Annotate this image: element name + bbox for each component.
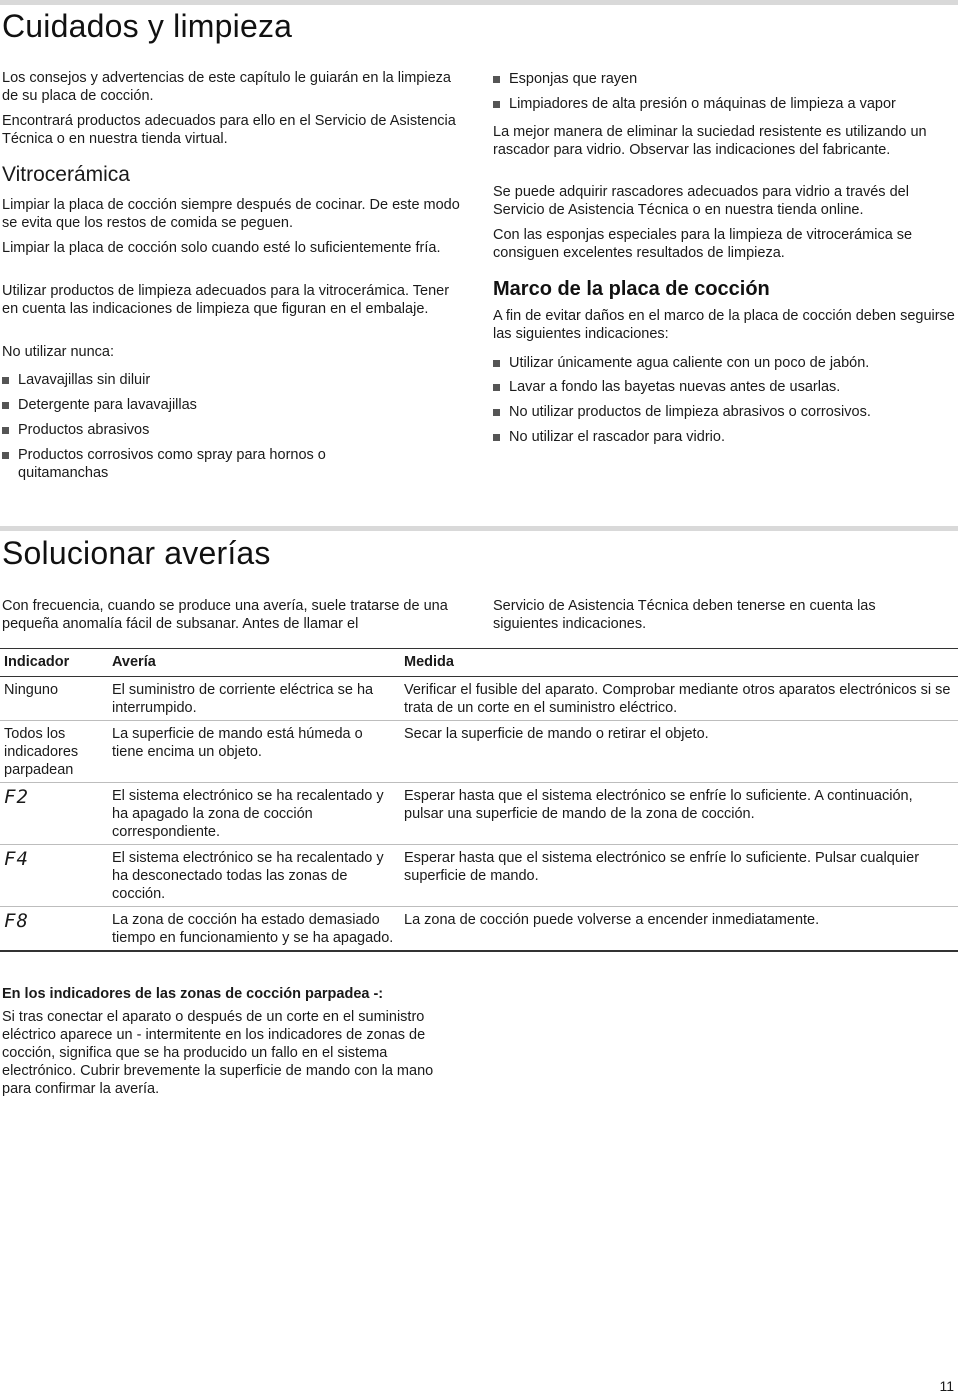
vitro-paragraph-4: No utilizar nunca: — [2, 344, 115, 360]
never-item-text: Lavavajillas sin diluir — [18, 372, 151, 388]
subsection-title-vitroceramica: Vitrocerámica — [2, 163, 130, 186]
cell-averia: La zona de cocción ha estado demasiado tiempo en funcionamiento y se ha apagado. — [108, 907, 400, 952]
segment-display-code: F8 — [4, 910, 29, 932]
never-item-text: Esponjas que rayen — [509, 71, 638, 87]
page-number: 11 — [939, 1378, 954, 1394]
bullet-square-icon — [493, 384, 500, 391]
marco-intro: A fin de evitar daños en el marco de la placa de cocción deben seguirse las siguientes indicaciones: — [493, 308, 955, 342]
cell-medida: Esperar hasta que el sistema electrónico se enfríe lo suficiente. A continuación, pulsar una superficie de mando de la zona de cocción. — [400, 783, 958, 845]
note-title: En los indicadores de las zonas de cocción parpadea -: — [2, 986, 384, 1002]
note-text: Si tras conectar el aparato o después de un corte en el suministro eléctrico aparece un - intermitente en los indicadores de zonas de cocción, significa que se ha producido un fallo en el sistema electrónico. Cubrir brevemente la superficie de mando con la mano para confirmar la avería. — [2, 1009, 434, 1097]
intro-paragraph-2: Encontrará productos adecuados para ello en el Servicio de Asistencia Técnica o en nuestra tienda virtual. — [2, 113, 456, 147]
marco-item-text: Lavar a fondo las bayetas nuevas antes de usarlas. — [509, 379, 841, 395]
table-row — [0, 783, 958, 845]
cell-medida: Secar la superficie de mando o retirar el objeto. — [400, 721, 958, 783]
vitro-paragraph-1: Limpiar la placa de cocción siempre después de cocinar. De este modo se evita que los restos de comida se peguen. — [2, 197, 460, 231]
never-item — [2, 421, 458, 439]
table-header-row — [0, 649, 958, 677]
table-row — [0, 907, 958, 952]
averias-intro-right: Servicio de Asistencia Técnica deben tenerse en cuenta las siguientes indicaciones. — [493, 598, 876, 632]
cell-indicador — [0, 783, 108, 845]
marco-item-text: Utilizar únicamente agua caliente con un poco de jabón. — [509, 355, 870, 371]
never-item-text: Productos abrasivos — [18, 422, 150, 438]
top-rule — [0, 0, 958, 5]
never-item — [493, 70, 960, 88]
averias-intro-left: Con frecuencia, cuando se produce una avería, suele tratarse de una pequeña anomalía fácil de subsanar. Antes de llamar el — [2, 598, 448, 632]
column-header-medida: Medida — [400, 649, 958, 677]
cell-averia: La superficie de mando está húmeda o tiene encima un objeto. — [108, 721, 400, 783]
column-header-averia: Avería — [108, 649, 400, 677]
cell-medida: Verificar el fusible del aparato. Comprobar mediante otros aparatos electrónicos si se trata de un corte en el suministro eléctrico. — [400, 677, 958, 721]
table-row — [0, 677, 958, 721]
segment-display-code: F4 — [4, 848, 29, 870]
marco-item — [493, 354, 960, 372]
table-row — [0, 721, 958, 783]
section-divider — [0, 526, 958, 531]
bullet-square-icon — [2, 427, 9, 434]
bullet-square-icon — [493, 360, 500, 367]
bullet-square-icon — [2, 377, 9, 384]
never-item — [2, 371, 458, 389]
table-row — [0, 845, 958, 907]
bullet-square-icon — [493, 76, 500, 83]
never-item — [493, 95, 960, 113]
segment-display-code: F2 — [4, 786, 29, 808]
marco-item — [493, 428, 960, 446]
vitro-paragraph-7: Con las esponjas especiales para la limpieza de vitrocerámica se consiguen excelentes resultados de limpieza. — [493, 227, 913, 261]
subsection-title-marco: Marco de la placa de cocción — [493, 278, 770, 300]
cell-medida: La zona de cocción puede volverse a encender inmediatamente. — [400, 907, 958, 952]
marco-item-text: No utilizar productos de limpieza abrasivos o corrosivos. — [509, 404, 871, 420]
never-item-text: Limpiadores de alta presión o máquinas de limpieza a vapor — [509, 96, 896, 112]
cell-indicador — [0, 845, 108, 907]
marco-item-text: No utilizar el rascador para vidrio. — [509, 429, 725, 445]
section-title-averias: Solucionar averías — [2, 535, 271, 571]
cell-medida: Esperar hasta que el sistema electrónico se enfríe lo suficiente. Pulsar cualquier superficie de mando. — [400, 845, 958, 907]
cell-indicador: Ninguno — [0, 677, 108, 721]
marco-item — [493, 403, 960, 421]
vitro-paragraph-6: Se puede adquirir rascadores adecuados para vidrio a través del Servicio de Asistencia Técnica o en nuestra tienda online. — [493, 184, 909, 218]
bullet-square-icon — [2, 402, 9, 409]
column-header-indicador: Indicador — [0, 649, 108, 677]
cell-averia: El sistema electrónico se ha recalentado y ha apagado la zona de cocción correspondiente. — [108, 783, 400, 845]
cell-averia: El sistema electrónico se ha recalentado y ha desconectado todas las zonas de cocción. — [108, 845, 400, 907]
cell-indicador: Todos los indicadores parpadean — [0, 721, 108, 783]
bullet-square-icon — [2, 452, 9, 459]
vitro-paragraph-5: La mejor manera de eliminar la suciedad resistente es utilizando un rascador para vidrio. Observar las indicaciones del fabricante. — [493, 124, 927, 158]
cell-averia: El suministro de corriente eléctrica se ha interrumpido. — [108, 677, 400, 721]
never-item — [2, 446, 398, 482]
bullet-square-icon — [493, 101, 500, 108]
never-item-text: Productos corrosivos como spray para hornos o quitamanchas — [18, 447, 326, 481]
bullet-square-icon — [493, 409, 500, 416]
vitro-paragraph-3: Utilizar productos de limpieza adecuados para la vitrocerámica. Tener en cuenta las indicaciones de limpieza que figuran en el embalaje. — [2, 283, 450, 317]
vitro-paragraph-2: Limpiar la placa de cocción solo cuando esté lo suficientemente fría. — [2, 240, 441, 256]
never-item — [2, 396, 458, 414]
bullet-square-icon — [493, 434, 500, 441]
never-item-text: Detergente para lavavajillas — [18, 397, 197, 413]
fault-table — [0, 648, 958, 952]
intro-paragraph-1: Los consejos y advertencias de este capítulo le guiarán en la limpieza de su placa de cocción. — [2, 70, 451, 104]
section-title-cuidados: Cuidados y limpieza — [2, 8, 293, 44]
cell-indicador — [0, 907, 108, 952]
marco-item — [493, 378, 960, 396]
